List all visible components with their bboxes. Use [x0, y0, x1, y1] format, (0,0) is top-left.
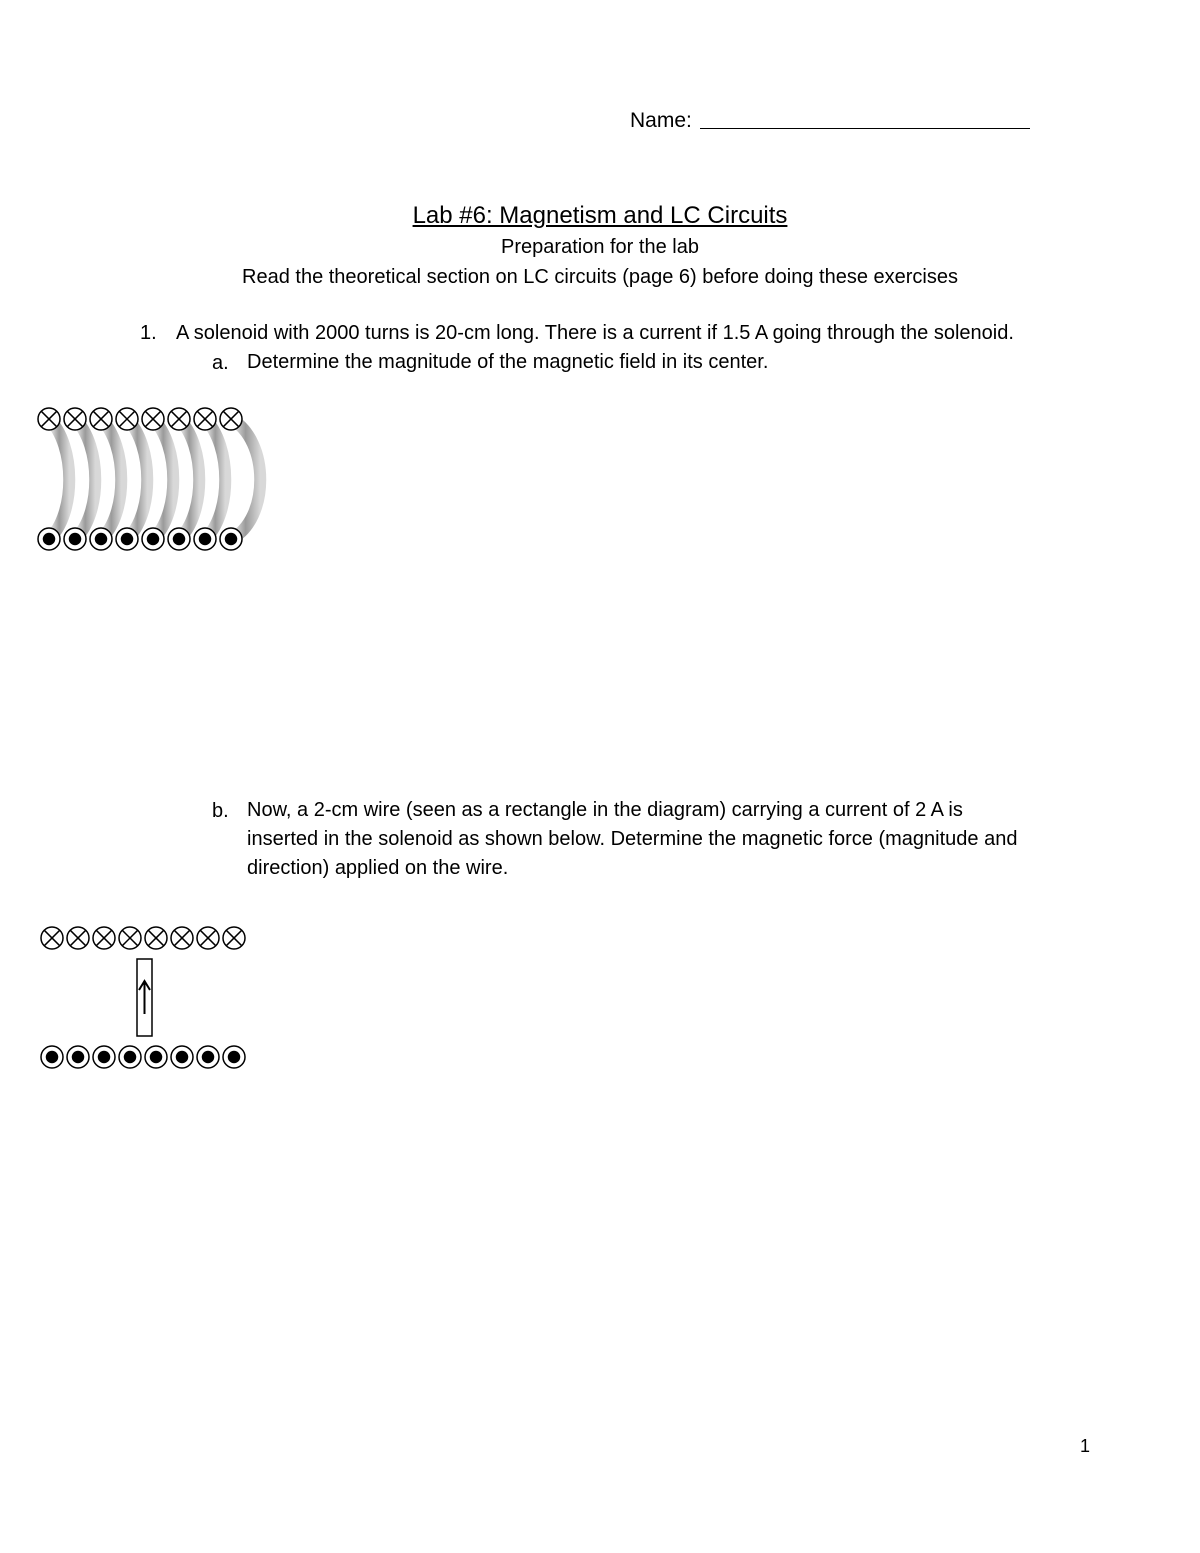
- page-number: 1: [1080, 1436, 1091, 1456]
- question-number: 1.: [140, 322, 157, 344]
- current-into-page-icon: [168, 408, 190, 430]
- name-field: [630, 108, 1030, 133]
- current-into-page-icon: [116, 408, 138, 430]
- page-title: Lab #6: Magnetism and LC Circuits: [412, 202, 788, 229]
- current-into-page-icon: [93, 927, 115, 949]
- current-out-of-page-icon: [220, 528, 242, 550]
- current-out-of-page-icon: [145, 1046, 167, 1068]
- current-into-page-icon: [64, 408, 86, 430]
- name-label: Name:: [630, 109, 692, 132]
- current-out-of-page-icon: [90, 528, 112, 550]
- part-a-letter: a.: [212, 352, 229, 374]
- instruction-text: Read the theoretical section on LC circuits (page 6) before doing these exercises: [242, 266, 958, 288]
- current-into-page-icon: [90, 408, 112, 430]
- part-b-line-1: Now, a 2-cm wire (seen as a rectangle in the diagram) carrying a current of 2 A is: [247, 799, 963, 821]
- solenoid-3d-diagram: [30, 400, 290, 560]
- current-into-page-icon: [119, 927, 141, 949]
- part-b-line-3: direction) applied on the wire.: [247, 857, 509, 879]
- current-into-page-icon: [67, 927, 89, 949]
- current-out-of-page-icon: [142, 528, 164, 550]
- current-out-of-page-icon: [67, 1046, 89, 1068]
- current-into-page-icon: [171, 927, 193, 949]
- part-a-text: Determine the magnitude of the magnetic field in its center.: [247, 351, 769, 373]
- wire-top-row: [41, 927, 245, 949]
- current-into-page-icon: [142, 408, 164, 430]
- current-into-page-icon: [223, 927, 245, 949]
- solenoid-wire-diagram: [30, 920, 260, 1080]
- current-out-of-page-icon: [194, 528, 216, 550]
- current-out-of-page-icon: [168, 528, 190, 550]
- current-out-of-page-icon: [171, 1046, 193, 1068]
- part-b-text: [247, 796, 1017, 883]
- current-into-page-icon: [220, 408, 242, 430]
- page-subtitle: Preparation for the lab: [501, 236, 699, 258]
- current-into-page-icon: [197, 927, 219, 949]
- current-into-page-icon: [41, 927, 63, 949]
- question-text: A solenoid with 2000 turns is 20-cm long. There is a current if 1.5 A going through the solenoid.: [176, 322, 1014, 344]
- current-out-of-page-icon: [41, 1046, 63, 1068]
- current-into-page-icon: [38, 408, 60, 430]
- current-out-of-page-icon: [116, 528, 138, 550]
- part-b-letter: b.: [212, 800, 229, 822]
- current-into-page-icon: [194, 408, 216, 430]
- current-out-of-page-icon: [197, 1046, 219, 1068]
- current-out-of-page-icon: [93, 1046, 115, 1068]
- current-out-of-page-icon: [64, 528, 86, 550]
- current-out-of-page-icon: [223, 1046, 245, 1068]
- current-into-page-icon: [145, 927, 167, 949]
- name-blank-line: [700, 108, 1030, 129]
- current-out-of-page-icon: [119, 1046, 141, 1068]
- part-b-line-2: inserted in the solenoid as shown below. Determine the magnetic force (magnitude and: [247, 828, 1018, 850]
- solenoid-coils: [49, 419, 260, 539]
- current-out-of-page-icon: [38, 528, 60, 550]
- wire-bottom-row: [41, 1046, 245, 1068]
- wire-segment: [137, 959, 152, 1036]
